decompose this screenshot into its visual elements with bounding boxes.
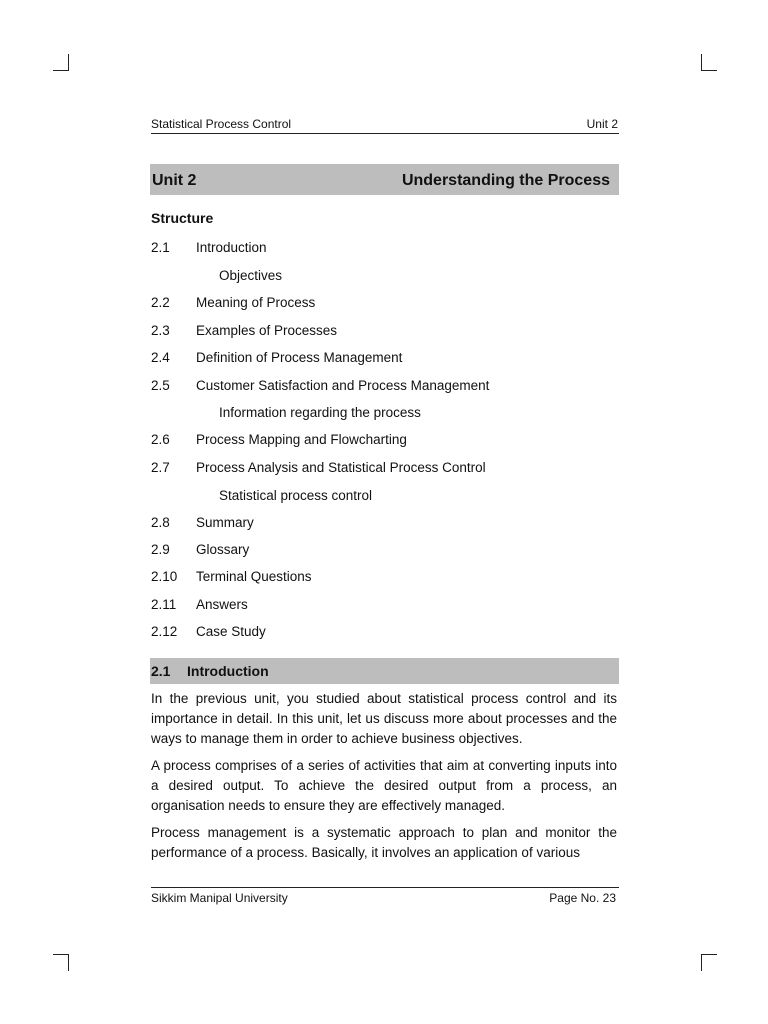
crop-mark-bottom-left xyxy=(53,954,69,955)
toc-number: 2.3 xyxy=(151,323,170,338)
body-paragraph: In the previous unit, you studied about statistical process control and its importance in detail. In this unit, let us discuss more about processes and the ways to manage them in order to achieve business objectives. xyxy=(151,691,617,746)
toc-title: Process Analysis and Statistical Process Control xyxy=(196,460,486,475)
toc-title: Definition of Process Management xyxy=(196,350,403,365)
toc-entry xyxy=(151,568,312,585)
unit-number: Unit 2 xyxy=(152,172,197,189)
toc-title: Customer Satisfaction and Process Management xyxy=(196,378,490,393)
toc-entry xyxy=(151,596,248,613)
toc-title: Meaning of Process xyxy=(196,295,316,310)
crop-mark-top-left xyxy=(68,54,69,71)
toc-entry xyxy=(151,623,266,640)
toc-number: 2.10 xyxy=(151,569,178,584)
toc-title: Examples of Processes xyxy=(196,323,338,338)
toc-number: 2.2 xyxy=(151,295,170,310)
crop-mark-bottom-right xyxy=(701,954,717,955)
toc-number: 2.1 xyxy=(151,240,170,255)
toc-entry xyxy=(151,322,337,339)
body-paragraph: Process management is a systematic approach to plan and monitor the performance of a process. Basically, it involves an application of various xyxy=(151,825,617,860)
running-header xyxy=(151,117,619,134)
crop-mark-top-right xyxy=(701,70,717,71)
unit-title: Understanding the Process xyxy=(401,172,610,189)
toc-entry xyxy=(151,514,254,531)
toc-number: 2.5 xyxy=(151,378,170,393)
toc-entry xyxy=(151,541,249,558)
crop-mark-bottom-left xyxy=(68,954,69,971)
section-title: Introduction xyxy=(187,663,269,679)
toc-number: 2.7 xyxy=(151,460,170,475)
book-title: Statistical Process Control xyxy=(151,117,292,131)
toc-number: 2.4 xyxy=(151,350,170,365)
running-footer xyxy=(151,887,619,908)
structure-heading: Structure xyxy=(151,210,214,226)
crop-mark-top-left xyxy=(53,70,69,71)
toc-title: Introduction xyxy=(196,240,267,255)
toc-title: Terminal Questions xyxy=(196,569,312,584)
toc-title: Summary xyxy=(196,515,254,530)
toc-number: 2.8 xyxy=(151,515,170,530)
university-name: Sikkim Manipal University xyxy=(151,891,288,905)
toc-entry xyxy=(151,431,407,448)
crop-mark-top-right xyxy=(701,54,702,71)
section-heading xyxy=(150,658,619,684)
crop-mark-bottom-right xyxy=(701,954,702,971)
toc-entry xyxy=(151,377,489,394)
header-unit-label: Unit 2 xyxy=(586,117,618,131)
toc-subentry: Objectives xyxy=(219,268,283,283)
unit-banner xyxy=(150,164,619,195)
toc-title: Case Study xyxy=(196,624,266,639)
toc-entry xyxy=(151,349,402,366)
toc-entry xyxy=(151,239,267,256)
toc-subentry: Information regarding the process xyxy=(219,405,421,420)
section-number: 2.1 xyxy=(151,663,171,679)
toc-number: 2.6 xyxy=(151,432,170,447)
toc-number: 2.12 xyxy=(151,624,178,639)
toc-title: Glossary xyxy=(196,542,250,557)
page-number: Page No. 23 xyxy=(549,891,616,905)
toc-entry xyxy=(151,459,486,476)
toc-subentry: Statistical process control xyxy=(219,488,373,503)
toc-number: 2.9 xyxy=(151,542,170,557)
toc-title: Process Mapping and Flowcharting xyxy=(196,432,407,447)
body-paragraph: A process comprises of a series of activities that aim at converting inputs into a desired output. To achieve the desired output from a process, an organisation needs to ensure they are effectively managed. xyxy=(151,758,617,813)
toc-entry xyxy=(151,294,315,311)
toc-number: 2.11 xyxy=(151,597,177,612)
toc-title: Answers xyxy=(196,597,248,612)
